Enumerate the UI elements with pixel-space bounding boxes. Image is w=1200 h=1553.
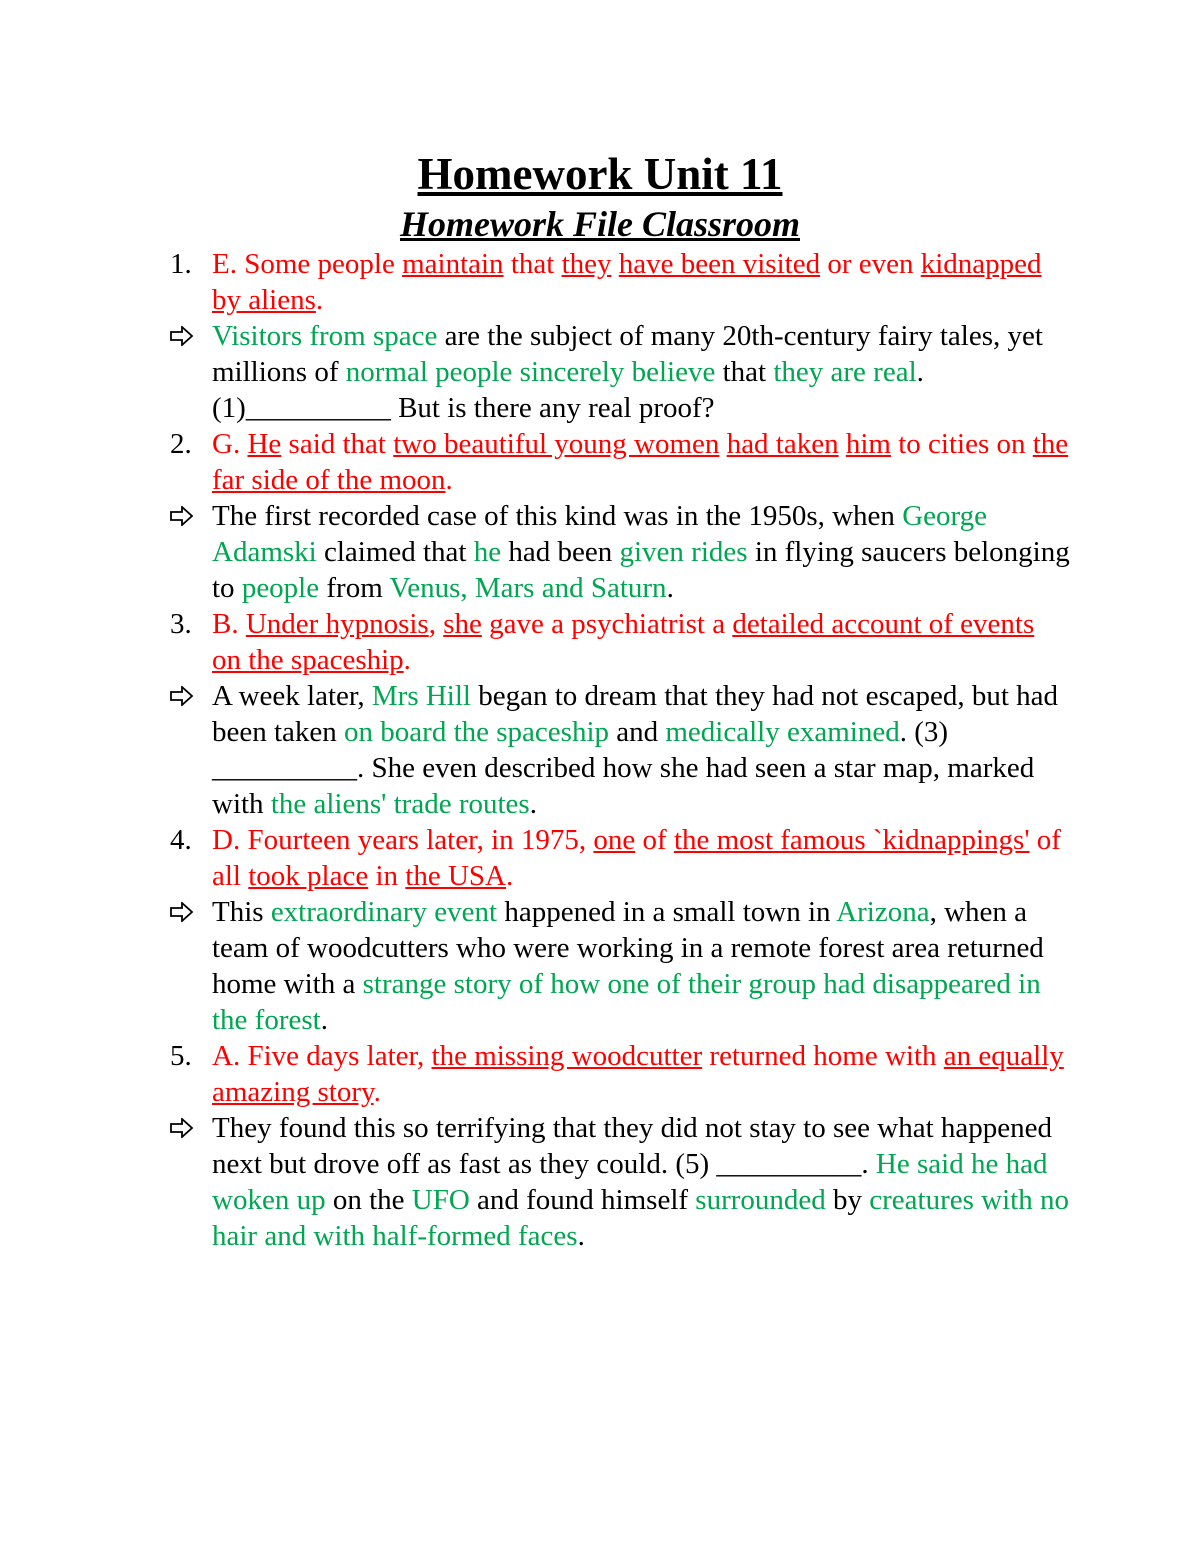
underlined-phrase: by aliens [212,284,316,316]
underlined-phrase: on the spaceship [212,644,404,676]
numbered-answer-item [170,822,1070,894]
text-segment: . [320,1004,328,1036]
text-segment: A week later, [212,680,372,712]
arrow-paragraph-item [170,498,1070,606]
text-segment: A. Five days later, [212,1040,432,1072]
underlined-phrase: maintain [402,248,504,280]
text-segment: of [635,824,674,856]
text-segment: that [503,248,562,280]
highlighted-phrase: surrounded [695,1184,826,1216]
item-text [212,500,1070,604]
text-segment: and found himself [469,1184,696,1216]
highlighted-phrase: George Adamski [212,500,988,568]
item-number: 5. [170,1040,192,1072]
highlighted-phrase: people [241,572,320,604]
highlighted-phrase: medically examined [665,716,900,748]
underlined-phrase: kidnapped [920,248,1042,280]
highlighted-phrase: strange story of how one of their group had disappeared in the forest [212,968,1041,1036]
text-segment: said that [281,428,394,460]
text-segment: in flying saucers belonging to [212,536,1070,604]
text-segment: D. Fourteen years later, in 1975, [212,824,594,856]
underlined-phrase: Under hypnosis [245,608,429,640]
highlighted-phrase: Venus, Mars and Saturn [389,572,667,604]
text-segment: on the [325,1184,412,1216]
highlighted-phrase: he [473,536,502,568]
numbered-answer-item [170,246,1070,318]
underlined-phrase: had taken [726,428,839,460]
text-segment: and [609,716,666,748]
text-segment: . [666,572,674,604]
right-arrow-icon [170,318,210,354]
arrow-paragraph-item [170,894,1070,1038]
text-segment [839,428,846,460]
text-segment: . [529,788,537,820]
text-segment: E. Some people [212,248,403,280]
text-segment: or even [820,248,921,280]
highlighted-phrase: given rides [619,536,748,568]
text-segment: G. [212,428,248,460]
highlighted-phrase: He said he had woken up [212,1148,1048,1216]
arrow-paragraph-item [170,678,1070,822]
text-segment: claimed that [316,536,474,568]
item-text [212,680,1058,820]
underlined-phrase: have been visited [618,248,821,280]
highlighted-phrase: normal people sincerely believe [345,356,716,388]
arrow-paragraph-item [170,1110,1070,1254]
page-title: Homework Unit 11 [417,149,783,199]
text-segment: . [506,860,514,892]
item-text [212,248,1042,316]
text-segment [612,248,619,280]
text-segment: . [315,284,324,316]
text-segment: . [403,644,411,676]
highlighted-phrase: creatures with no hair and with half-formed faces [212,1184,1069,1252]
item-text [212,824,1061,892]
item-text [212,896,1044,1036]
underlined-phrase: him [845,428,891,460]
underlined-phrase: two beautiful young women [393,428,720,460]
underlined-phrase: she [443,608,482,640]
text-segment: B. [212,608,246,640]
highlighted-phrase: on board the spaceship [344,716,609,748]
numbered-answer-item [170,426,1070,498]
highlighted-phrase: they are real [773,356,917,388]
underlined-phrase: detailed account of events [732,608,1035,640]
item-number: 2. [170,428,192,460]
text-segment: . [373,1076,381,1108]
arrow-paragraph-item [170,318,1070,426]
text-segment: . [577,1220,585,1252]
right-arrow-icon [170,498,210,534]
text-segment: , [428,608,444,640]
page-subtitle: Homework File Classroom [399,204,801,244]
underlined-phrase: the USA [405,860,506,892]
item-text [212,428,1068,496]
underlined-phrase: one [593,824,636,856]
highlighted-phrase: extraordinary event [270,896,498,928]
text-segment: in [368,860,406,892]
text-segment: . (1)__________ But is there any real proof? [212,356,924,424]
text-segment: The first recorded case of this kind was in the 1950s, when [212,500,903,532]
highlighted-phrase: the aliens' trade routes [270,788,530,820]
numbered-answer-item [170,1038,1070,1110]
item-text [212,1112,1069,1252]
text-segment: returned home with [702,1040,944,1072]
item-number: 1. [170,248,192,280]
underlined-phrase: took place [248,860,369,892]
text-segment: had been [501,536,620,568]
item-number: 4. [170,824,192,856]
highlighted-phrase: UFO [411,1184,470,1216]
text-segment: happened in a small town in [497,896,837,928]
underlined-phrase: the far side of the moon [212,428,1069,496]
underlined-phrase: the most famous `kidnappings' [673,824,1030,856]
text-segment: of all [212,824,1061,892]
text-segment: . [445,464,453,496]
text-segment: They found this so terrifying that they did not stay to see what happened next but drove off as fast as they could. (5) __________. [212,1112,1053,1180]
text-segment: are the subject of many 20th-century fairy tales, yet millions of [212,320,1043,388]
text-segment: by [825,1184,870,1216]
item-text [212,608,1034,676]
text-segment: began to dream that they had not escaped, but had been taken [212,680,1059,748]
highlighted-phrase: Visitors from space [212,320,438,352]
item-text [212,1040,1064,1108]
item-number: 3. [170,608,192,640]
numbered-answer-item [170,606,1070,678]
right-arrow-icon [170,894,210,930]
item-text [212,320,1043,424]
text-segment: . (3) __________. She even described how she had seen a star map, marked with [212,716,1035,820]
right-arrow-icon [170,678,210,714]
text-segment [719,428,726,460]
underlined-phrase: the missing woodcutter [431,1040,703,1072]
right-arrow-icon [170,1110,210,1146]
underlined-phrase: they [561,248,612,280]
text-segment: that [715,356,774,388]
highlighted-phrase: Mrs Hill [371,680,471,712]
underlined-phrase: an equally amazing story [212,1040,1064,1108]
underlined-phrase: He [247,428,282,460]
text-segment: to cities on [890,428,1033,460]
text-segment: gave a psychiatrist a [481,608,733,640]
text-segment: , when a team of woodcutters who were working in a remote forest area returned home with a [212,896,1044,1000]
text-segment: This [212,896,271,928]
exercise-list [170,246,1070,1254]
text-segment: from [319,572,390,604]
highlighted-phrase: Arizona [836,896,930,928]
